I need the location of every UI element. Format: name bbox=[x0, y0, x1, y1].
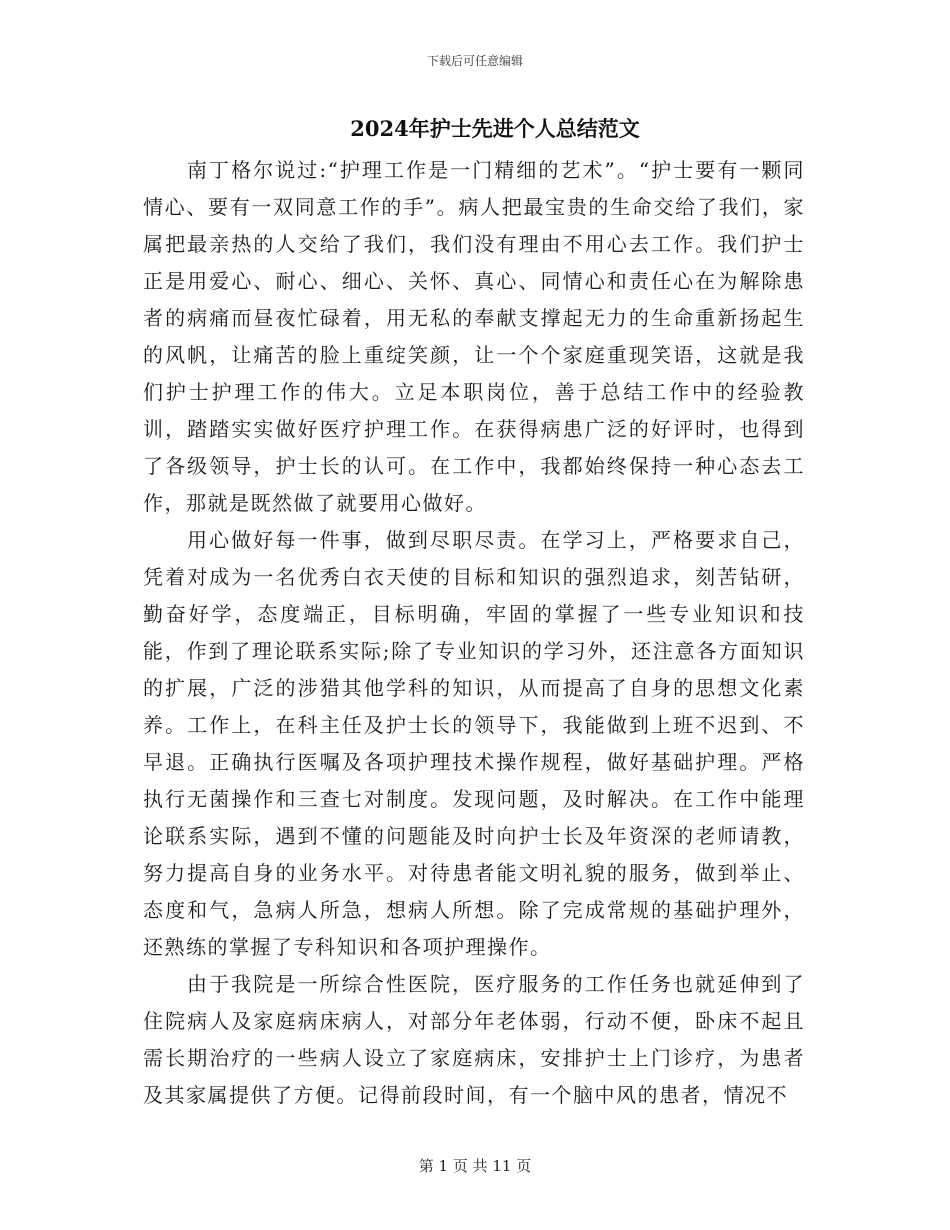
paragraph-2: 用心做好每一件事，做到尽职尽责。在学习上，严格要求自己，凭着对成为一名优秀白衣天使的目标和知识的强烈追求，刻苦钻研，勤奋好学，态度端正，目标明确，牢固的掌握了一些专业知识和技能，作到了理论联系实际;除了专业知识的学习外，还注意各方面知识的扩展，广泛的涉猎其他学科的知识，从而提高了自身的思想文化素养。工作上，在科主任及护士长的领导下，我能做到上班不迟到、不早退。正确执行医嘱及各项护理技术操作规程，做好基础护理。严格执行无菌操作和三查七对制度。发现问题，及时解决。在工作中能理论联系实际，遇到不懂的问题能及时向护士长及年资深的老师请教，努力提高自身的业务水平。对待患者能文明礼貌的服务，做到举止、态度和气，急病人所急，想病人所想。除了完成常规的基础护理外，还熟练的掌握了专科知识和各项护理操作。 bbox=[143, 528, 805, 959]
document-title: 2024年护士先进个人总结范文 bbox=[350, 116, 640, 141]
page-number-footer: 第 1 页 共 11 页 bbox=[418, 1157, 532, 1175]
paragraph-1: 南丁格尔说过:“护理工作是一门精细的艺术”。“护士要有一颗同情心、要有一双同意工作的手”。病人把最宝贵的生命交给了我们，家属把最亲热的人交给了我们，我们没有理由不用心去工作。我们护士正是用爱心、耐心、细心、关怀、真心、同情心和责任心在为解除患者的病痛而昼夜忙碌着，用无私的奉献支撑起无力的生命重新扬起生的风帆，让痛苦的脸上重绽笑颜，让一个个家庭重现笑语，这就是我们护士护理工作的伟大。立足本职岗位，善于总结工作中的经验教训，踏踏实实做好医疗护理工作。在获得病患广泛的好评时，也得到了各级领导，护士长的认可。在工作中，我都始终保持一种心态去工作，那就是既然做了就要用心做好。 bbox=[143, 158, 805, 515]
document-body bbox=[143, 152, 805, 1114]
paragraph-3: 由于我院是一所综合性医院，医疗服务的工作任务也就延伸到了住院病人及家庭病床病人，对部分年老体弱，行动不便，卧床不起且需长期治疗的一些病人设立了家庭病床，安排护士上门诊疗，为患者及其家属提供了方便。记得前段时间，有一个脑中风的患者，情况不 bbox=[143, 972, 805, 1107]
page-header-note: 下载后可任意编辑 bbox=[426, 54, 523, 68]
